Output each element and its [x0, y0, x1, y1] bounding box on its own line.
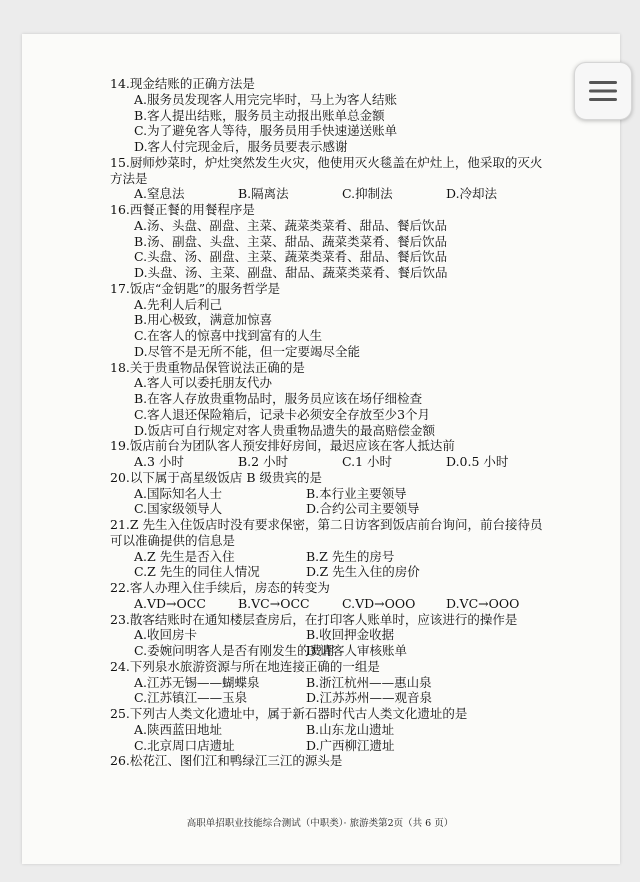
answer-option: A.窒息法	[134, 186, 185, 202]
answer-option: A.客人可以委托朋友代办	[134, 375, 273, 391]
question-stem: 18.关于贵重物品保管说法正确的是	[110, 359, 305, 375]
answer-option: C.VD→OOO	[342, 595, 416, 611]
answer-option: B.客人提出结账，服务员主动报出账单总金额	[134, 107, 385, 123]
answer-option: C.1 小时	[342, 454, 393, 469]
page-footer: 高职单招职业技能综合测试（中职类）· 旅游类第2页（共 6 页）	[186, 818, 454, 829]
question-stem: 22.客人办理入住手续后，房态的转变为	[110, 580, 330, 595]
answer-option: B.山东龙山遗址	[306, 721, 395, 737]
answer-option: B.2 小时	[238, 454, 289, 469]
answer-option: A.服务员发现客人用完完毕时，马上为客人结账	[134, 91, 398, 107]
question-stem: 25.下列古人类文化遗址中，属于新石器时代古人类文化遗址的是	[110, 706, 468, 721]
answer-option: A.国际知名人士	[134, 485, 223, 501]
question-stem: 16.西餐正餐的用餐程序是	[110, 202, 255, 217]
answer-option: A.汤、头盘、副盘、主菜、蔬菜类菜肴、甜品、餐后饮品	[134, 217, 448, 233]
answer-option: D.客人付完现金后，服务员要表示感谢	[134, 139, 348, 154]
answer-option: B.Z 先生的房号	[306, 548, 395, 564]
answer-options-row	[110, 596, 550, 612]
answer-option: D.广西柳江遗址	[306, 737, 395, 753]
question-stem: 19.饭店前台为团队客人预安排好房间，最迟应该在客人抵达前	[110, 438, 455, 454]
question-stem: 14.现金结账的正确方法是	[110, 76, 255, 91]
answer-option: C.为了避免客人等待，服务员用手快速递送账单	[134, 123, 398, 139]
answer-option: C.抑制法	[342, 186, 393, 202]
answer-option: C.在客人的惊喜中找到富有的人生	[134, 328, 323, 343]
answer-option: A.收回房卡	[134, 627, 198, 643]
answer-options-row	[110, 690, 550, 706]
answer-options-row	[110, 454, 550, 470]
answer-options-row	[110, 486, 550, 502]
answer-option: D.冷却法	[446, 186, 498, 202]
question-stem: 23.散客结账时在通知楼层查房后，在打印客人账单时，应该进行的操作是	[110, 611, 518, 627]
answer-option: A.VD→OCC	[134, 595, 206, 611]
answer-options-row	[110, 675, 550, 691]
hamburger-menu-icon	[588, 79, 618, 103]
answer-option: C.头盘、汤、副盘、主菜、蔬菜类菜肴、甜品、餐后饮品	[134, 249, 448, 265]
answer-option: C.委婉问明客人是否有刚发生的费用	[134, 643, 335, 658]
answer-option: A.3 小时	[134, 454, 184, 469]
answer-options-row	[110, 564, 550, 580]
answer-option: D.Z 先生入住的房价	[306, 564, 420, 580]
answer-option: B.用心极致，满意加惊喜	[134, 312, 273, 328]
answer-option: A.先利人后利己	[134, 296, 223, 312]
question-stem-continued: 可以准确提供的信息是	[110, 532, 236, 548]
question-stem: 20.以下属于高星级饭店 B 级贵宾的是	[110, 469, 323, 485]
question-stem-continued: 方法是	[110, 170, 148, 186]
answer-option: D.头盘、汤、主菜、副盘、甜品、蔬菜类菜肴、餐后饮品	[134, 265, 448, 280]
answer-option: B.汤、副盘、头盘、主菜、甜品、蔬菜类菜肴、餐后饮品	[134, 233, 448, 249]
answer-options-row	[110, 738, 550, 754]
answer-option: B.收回押金收据	[306, 627, 395, 643]
question-list	[110, 76, 550, 769]
answer-option: C.Z 先生的同住人情况	[134, 564, 260, 580]
answer-option: D.0.5 小时	[446, 454, 509, 469]
answer-option: B.本行业主要领导	[306, 485, 407, 501]
answer-option: C.客人退还保险箱后，记录卡必须安全存放至少3个月	[134, 406, 431, 422]
answer-option: B.VC→OCC	[238, 595, 310, 611]
answer-options-row	[110, 722, 550, 738]
answer-option: D.江苏苏州——观音泉	[306, 690, 433, 706]
answer-option: B.在客人存放贵重物品时，服务员应该在场仔细检查	[134, 391, 423, 406]
question-stem: 24.下列泉水旅游资源与所在地连接正确的一组是	[110, 658, 380, 674]
answer-options-row	[110, 186, 550, 202]
answer-options-row	[110, 549, 550, 565]
answer-option: A.江苏无锡——蝴蝶泉	[134, 674, 260, 690]
answer-options-row	[110, 501, 550, 517]
answer-option: B.隔离法	[238, 186, 289, 202]
answer-option: D.饭店可自行规定对客人贵重物品遗失的最高赔偿金额	[134, 422, 436, 438]
answer-options-row	[110, 643, 550, 659]
answer-option: A.陕西蓝田地址	[134, 721, 223, 737]
answer-option: D.VC→OOO	[446, 595, 520, 611]
answer-option: D.请客人审核账单	[306, 643, 408, 658]
answer-option: D.尽管不是无所不能，但一定要竭尽全能	[134, 343, 361, 359]
answer-options-row	[110, 627, 550, 643]
answer-option: C.江苏镇江——玉泉	[134, 690, 248, 706]
answer-option: A.Z 先生是否入住	[134, 548, 235, 564]
menu-button[interactable]	[574, 62, 632, 120]
question-stem: 15.厨师炒菜时，炉灶突然发生火灾，他使用灭火毯盖在炉灶上，他采取的灭火	[110, 154, 543, 170]
question-stem: 17.饭店“金钥匙”的服务哲学是	[110, 280, 281, 296]
answer-option: D.合约公司主要领导	[306, 501, 420, 517]
answer-option: C.国家级领导人	[134, 501, 223, 517]
answer-option: C.北京周口店遗址	[134, 737, 235, 753]
question-stem: 21.Z 先生入住饭店时没有要求保密，第二日访客到饭店前台询问，前台接待员	[110, 517, 543, 532]
question-stem: 26.松花江、图们江和鸭绿江三江的源头是	[110, 753, 343, 769]
answer-option: B.浙江杭州——惠山泉	[306, 674, 432, 690]
